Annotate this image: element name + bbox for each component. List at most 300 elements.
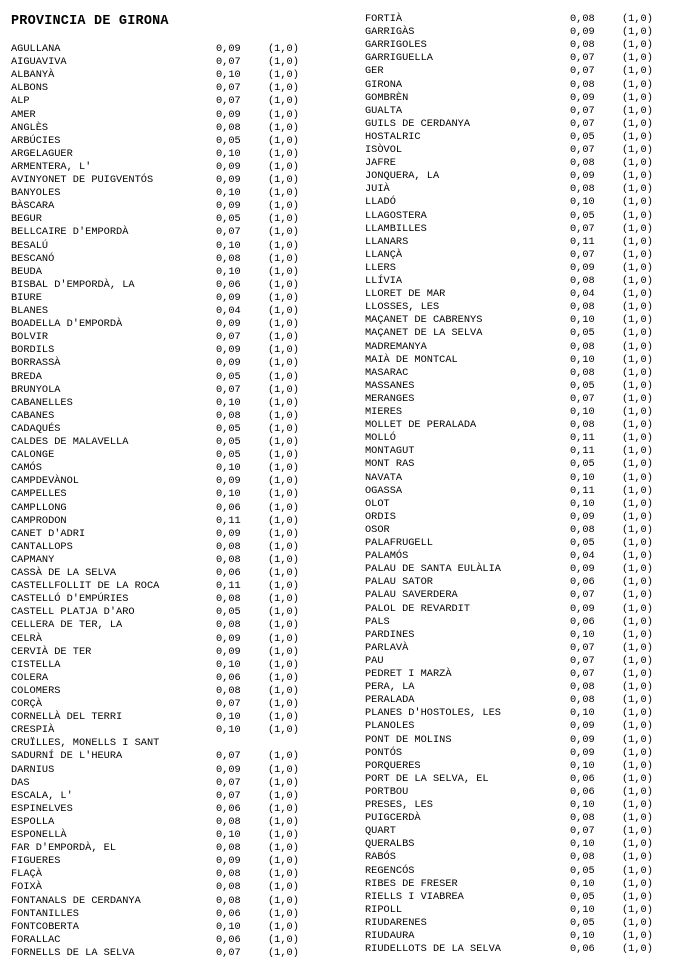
municipality-coefficient: (1,0) (268, 409, 299, 422)
municipality-value: 0,09 (216, 174, 241, 186)
municipality-value: 0,07 (216, 946, 241, 959)
municipality-value: 0,09 (216, 645, 241, 658)
municipality-coefficient: (1,0) (268, 396, 299, 409)
municipality-name: FORNELLS DE LA SELVA (11, 946, 135, 959)
municipality-value: 0,06 (216, 802, 241, 815)
municipality-name: ISÒVOL (365, 144, 403, 156)
municipality-coefficient: (1,0) (622, 379, 653, 392)
municipality-value: 0,08 (216, 409, 241, 422)
municipality-value: 0,08 (216, 881, 241, 894)
municipality-name: CAMPLLONG (11, 501, 67, 514)
municipality-coefficient: (1,0) (622, 550, 653, 563)
municipality-name: BLANES (11, 305, 49, 317)
municipality-name: CRUÏLLES, MONELLS I SANT (11, 737, 160, 750)
municipality-coefficient: (1,0) (622, 117, 653, 130)
municipality-value: 0,09 (216, 318, 241, 331)
municipality-coefficient: (1,0) (268, 357, 299, 370)
municipality-value: 0,07 (570, 65, 595, 78)
municipality-coefficient: (1,0) (268, 606, 299, 619)
municipality-coefficient: (1,0) (622, 327, 653, 340)
municipality-name: OLOT (365, 497, 390, 510)
municipality-coefficient: (1,0) (268, 580, 299, 593)
municipality-name: ESCALA, L' (11, 789, 73, 802)
municipality-coefficient: (1,0) (622, 746, 653, 759)
municipality-coefficient: (1,0) (622, 288, 653, 301)
municipality-value: 0,09 (216, 632, 241, 645)
municipality-coefficient: (1,0) (268, 567, 299, 579)
municipality-name: CABANELLES (11, 396, 73, 409)
municipality-name: FONTANALS DE CERDANYA (11, 894, 141, 907)
municipality-name: BÀSCARA (11, 200, 55, 213)
municipality-name: CERVIÀ DE TER (11, 645, 92, 658)
municipality-coefficient: (1,0) (268, 370, 299, 383)
municipality-value: 0,07 (570, 654, 595, 667)
municipality-name: CASTELL PLATJA D'ARO (11, 606, 135, 619)
municipality-coefficient: (1,0) (268, 187, 299, 200)
municipality-value: 0,10 (570, 877, 595, 890)
municipality-coefficient: (1,0) (268, 422, 299, 435)
municipality-value: 0,10 (216, 187, 241, 200)
municipality-coefficient: (1,0) (268, 56, 299, 69)
municipality-coefficient: (1,0) (268, 881, 299, 894)
municipality-name: BISBAL D'EMPORDÀ, LA (11, 278, 135, 291)
municipality-name: GARRIGOLES (365, 39, 427, 52)
municipality-value: 0,10 (216, 488, 241, 501)
municipality-value: 0,10 (216, 396, 241, 409)
municipality-coefficient: (1,0) (622, 209, 653, 222)
municipality-coefficient: (1,0) (622, 510, 653, 523)
municipality-coefficient: (1,0) (268, 305, 299, 317)
municipality-name: GUILS DE CERDANYA (365, 117, 471, 130)
municipality-value: 0,08 (570, 366, 595, 379)
municipality-name: DARNIUS (11, 763, 55, 776)
municipality-value: 0,10 (216, 658, 241, 671)
municipality-name: ALBONS (11, 82, 49, 95)
municipality-name: BREDA (11, 370, 42, 383)
municipality-coefficient: (1,0) (622, 458, 653, 471)
municipality-name: BESALÚ (11, 239, 49, 252)
municipality-name: PALAU SATOR (365, 576, 433, 589)
municipality-value: 0,09 (570, 563, 595, 576)
municipality-value: 0,08 (570, 183, 595, 196)
municipality-name: GARRIGÀS (365, 26, 415, 39)
municipality-value: 0,06 (216, 278, 241, 291)
municipality-name: NAVATA (365, 471, 403, 484)
municipality-value: 0,10 (570, 353, 595, 366)
municipality-value: 0,10 (570, 799, 595, 811)
municipality-name: BIURE (11, 291, 42, 304)
municipality-value: 0,08 (570, 39, 595, 52)
municipality-name: COLERA (11, 671, 49, 684)
municipality-name: PARDINES (365, 628, 415, 641)
municipality-coefficient: (1,0) (268, 855, 299, 868)
municipality-coefficient: (1,0) (268, 147, 299, 160)
municipality-name: PRESES, LES (365, 799, 433, 811)
municipality-coefficient: (1,0) (622, 104, 653, 117)
municipality-name: ARBÚCIES (11, 134, 61, 147)
municipality-name: CABANES (11, 409, 55, 422)
municipality-name: PORTBOU (365, 785, 409, 798)
municipality-value: 0,07 (216, 698, 241, 710)
municipality-coefficient: (1,0) (268, 920, 299, 933)
municipality-coefficient: (1,0) (268, 763, 299, 776)
municipality-value: 0,07 (570, 641, 595, 654)
municipality-coefficient: (1,0) (622, 759, 653, 772)
municipality-value: 0,08 (216, 252, 241, 265)
municipality-coefficient: (1,0) (268, 226, 299, 239)
municipality-value: 0,07 (570, 668, 595, 680)
municipality-name: PERALADA (365, 694, 415, 707)
municipality-coefficient: (1,0) (268, 933, 299, 946)
municipality-coefficient: (1,0) (268, 108, 299, 121)
municipality-value: 0,07 (216, 331, 241, 344)
municipality-name: MOLLÓ (365, 432, 396, 445)
municipality-value: 0,09 (570, 91, 595, 104)
municipality-name: CASTELLFOLLIT DE LA ROCA (11, 580, 160, 593)
municipality-coefficient: (1,0) (268, 698, 299, 710)
municipality-name: LLORET DE MAR (365, 288, 446, 301)
municipality-name: ALP (11, 95, 30, 108)
municipality-value: 0,05 (570, 458, 595, 471)
municipality-coefficient: (1,0) (622, 864, 653, 877)
municipality-value: 0,08 (570, 13, 595, 25)
municipality-coefficient: (1,0) (268, 671, 299, 684)
municipality-value: 0,10 (570, 707, 595, 720)
municipality-coefficient: (1,0) (622, 432, 653, 445)
municipality-coefficient: (1,0) (622, 903, 653, 916)
municipality-name: RIPOLL (365, 903, 403, 916)
municipality-value: 0,07 (216, 776, 241, 789)
municipality-name: MONTAGUT (365, 445, 415, 458)
municipality-coefficient: (1,0) (268, 278, 299, 291)
municipality-value: 0,08 (216, 593, 241, 606)
municipality-coefficient: (1,0) (268, 645, 299, 658)
municipality-value: 0,08 (216, 121, 241, 134)
municipality-coefficient: (1,0) (622, 772, 653, 785)
municipality-value: 0,10 (216, 829, 241, 841)
municipality-value: 0,09 (570, 746, 595, 759)
municipality-value: 0,10 (216, 69, 241, 82)
municipality-value: 0,10 (570, 314, 595, 327)
municipality-coefficient: (1,0) (268, 842, 299, 855)
municipality-name: RIELLS I VIABREA (365, 890, 464, 903)
municipality-value: 0,08 (216, 842, 241, 855)
municipality-name: LLAMBILLES (365, 222, 427, 235)
municipality-value: 0,06 (570, 615, 595, 628)
municipality-name: ESPINELVES (11, 802, 73, 815)
municipality-value: 0,05 (570, 537, 595, 549)
municipality-value: 0,06 (216, 933, 241, 946)
municipality-value: 0,05 (216, 422, 241, 435)
municipality-coefficient: (1,0) (268, 449, 299, 462)
municipality-coefficient: (1,0) (268, 134, 299, 147)
municipality-coefficient: (1,0) (622, 392, 653, 405)
municipality-value: 0,10 (570, 471, 595, 484)
municipality-name: ORDIS (365, 510, 396, 523)
municipality-coefficient: (1,0) (622, 78, 653, 91)
municipality-coefficient: (1,0) (622, 353, 653, 366)
municipality-name: BESCANÓ (11, 252, 55, 265)
municipality-coefficient: (1,0) (622, 301, 653, 314)
municipality-coefficient: (1,0) (622, 235, 653, 248)
municipality-value: 0,06 (570, 943, 595, 956)
municipality-value: 0,10 (570, 406, 595, 418)
municipality-name: FORALLAC (11, 933, 61, 946)
municipality-name: CISTELLA (11, 658, 61, 671)
municipality-name: PARLAVÀ (365, 641, 409, 654)
municipality-name: BRUNYOLA (11, 383, 61, 396)
municipality-coefficient: (1,0) (268, 658, 299, 671)
municipality-value: 0,05 (216, 134, 241, 147)
municipality-name: CAMPELLES (11, 488, 67, 501)
municipality-name: HOSTALRIC (365, 130, 421, 143)
municipality-coefficient: (1,0) (622, 445, 653, 458)
municipality-name: JONQUERA, LA (365, 170, 440, 183)
municipality-value: 0,10 (216, 462, 241, 475)
municipality-name: FONTANILLES (11, 907, 79, 920)
municipality-value: 0,10 (570, 196, 595, 209)
municipality-coefficient: (1,0) (622, 26, 653, 39)
municipality-name: GOMBRÈN (365, 91, 409, 104)
municipality-value: 0,06 (216, 671, 241, 684)
municipality-coefficient: (1,0) (268, 160, 299, 173)
municipality-name: AIGUAVIVA (11, 56, 67, 69)
municipality-name: MOLLET DE PERALADA (365, 419, 477, 432)
municipality-name: JUIÀ (365, 183, 390, 196)
municipality-name: FORTIÀ (365, 13, 403, 25)
municipality-name: COLOMERS (11, 684, 61, 697)
municipality-coefficient: (1,0) (622, 157, 653, 170)
municipality-value: 0,05 (570, 916, 595, 929)
municipality-name: PEDRET I MARZÀ (365, 668, 452, 680)
municipality-coefficient: (1,0) (268, 488, 299, 501)
municipality-coefficient: (1,0) (268, 868, 299, 881)
municipality-coefficient: (1,0) (622, 65, 653, 78)
municipality-value: 0,05 (570, 864, 595, 877)
municipality-coefficient: (1,0) (622, 222, 653, 235)
municipality-name: FAR D'EMPORDÀ, EL (11, 842, 117, 855)
municipality-name: RIUDARENES (365, 916, 427, 929)
municipality-name: JAFRE (365, 157, 396, 170)
municipality-coefficient: (1,0) (622, 641, 653, 654)
municipality-coefficient: (1,0) (622, 890, 653, 903)
municipality-value: 0,09 (216, 527, 241, 540)
municipality-coefficient: (1,0) (622, 799, 653, 811)
municipality-value: 0,10 (570, 838, 595, 851)
municipality-name: PONTÓS (365, 746, 403, 759)
municipality-name: AVINYONET DE PUIGVENTÓS (11, 174, 154, 186)
municipality-value: 0,05 (570, 209, 595, 222)
municipality-value: 0,08 (216, 894, 241, 907)
municipality-coefficient: (1,0) (268, 632, 299, 645)
municipality-value: 0,06 (216, 501, 241, 514)
municipality-coefficient: (1,0) (622, 589, 653, 602)
municipality-coefficient: (1,0) (622, 877, 653, 890)
municipality-coefficient: (1,0) (268, 121, 299, 134)
municipality-value: 0,07 (570, 222, 595, 235)
municipality-coefficient: (1,0) (622, 471, 653, 484)
municipality-coefficient: (1,0) (622, 916, 653, 929)
municipality-coefficient: (1,0) (622, 144, 653, 156)
municipality-coefficient: (1,0) (622, 366, 653, 379)
municipality-name: LLAGOSTERA (365, 209, 427, 222)
municipality-name: MAIÀ DE MONTCAL (365, 353, 458, 366)
municipality-coefficient: (1,0) (268, 907, 299, 920)
municipality-coefficient: (1,0) (268, 95, 299, 108)
municipality-value: 0,07 (570, 248, 595, 261)
municipality-value: 0,09 (570, 510, 595, 523)
municipality-coefficient: (1,0) (622, 733, 653, 746)
municipality-coefficient: (1,0) (622, 537, 653, 549)
municipality-name: FLAÇÀ (11, 868, 42, 881)
municipality-value: 0,09 (216, 344, 241, 357)
municipality-value: 0,10 (570, 628, 595, 641)
municipality-name: BOLVIR (11, 331, 49, 344)
municipality-name: LLANÇÀ (365, 248, 403, 261)
municipality-coefficient: (1,0) (622, 91, 653, 104)
municipality-value: 0,08 (570, 851, 595, 864)
municipality-coefficient: (1,0) (268, 318, 299, 331)
municipality-coefficient: (1,0) (622, 602, 653, 615)
municipality-name: CRESPIÀ (11, 724, 55, 737)
municipality-name: LLÍVIA (365, 275, 403, 287)
municipality-value: 0,08 (216, 815, 241, 828)
municipality-name: ANGLÈS (11, 121, 49, 134)
municipality-name: ESPONELLÀ (11, 829, 67, 841)
municipality-value: 0,10 (570, 759, 595, 772)
municipality-name: FIGUERES (11, 855, 61, 868)
municipality-name: PUIGCERDÀ (365, 812, 421, 825)
municipality-name: AMER (11, 108, 36, 121)
municipality-value: 0,10 (216, 265, 241, 278)
municipality-coefficient: (1,0) (268, 475, 299, 488)
municipality-value: 0,08 (570, 419, 595, 432)
municipality-name: DAS (11, 776, 30, 789)
municipality-coefficient: (1,0) (622, 248, 653, 261)
municipality-coefficient: (1,0) (268, 344, 299, 357)
municipality-coefficient: (1,0) (622, 785, 653, 798)
municipality-name: QUERALBS (365, 838, 415, 851)
municipality-value: 0,10 (216, 711, 241, 724)
municipality-value: 0,05 (216, 436, 241, 448)
municipality-value: 0,10 (570, 903, 595, 916)
municipality-name: GARRIGUELLA (365, 52, 433, 65)
municipality-name: QUART (365, 825, 396, 838)
municipality-value: 0,05 (216, 370, 241, 383)
municipality-name: CAMPDEVÀNOL (11, 475, 79, 488)
municipality-coefficient: (1,0) (622, 497, 653, 510)
municipality-coefficient: (1,0) (268, 684, 299, 697)
municipality-coefficient: (1,0) (268, 239, 299, 252)
municipality-coefficient: (1,0) (622, 838, 653, 851)
municipality-name: ARMENTERA, L' (11, 160, 92, 173)
municipality-value: 0,08 (570, 157, 595, 170)
municipality-coefficient: (1,0) (622, 812, 653, 825)
municipality-name: PALS (365, 615, 390, 628)
municipality-coefficient: (1,0) (622, 13, 653, 25)
municipality-coefficient: (1,0) (622, 694, 653, 707)
municipality-value: 0,10 (570, 930, 595, 942)
municipality-name: MADREMANYA (365, 340, 427, 353)
municipality-value: 0,06 (216, 907, 241, 920)
municipality-value: 0,07 (570, 589, 595, 602)
municipality-value: 0,07 (216, 789, 241, 802)
municipality-value: 0,11 (570, 432, 595, 445)
municipality-value: 0,09 (570, 602, 595, 615)
municipality-coefficient: (1,0) (268, 174, 299, 186)
municipality-name: SADURNÍ DE L'HEURA (11, 750, 123, 763)
municipality-name: PALAU DE SANTA EULÀLIA (365, 563, 501, 576)
municipality-value: 0,11 (570, 235, 595, 248)
municipality-value: 0,10 (216, 239, 241, 252)
municipality-coefficient: (1,0) (622, 196, 653, 209)
municipality-value: 0,07 (570, 52, 595, 65)
municipality-coefficient: (1,0) (622, 261, 653, 274)
municipality-value: 0,11 (216, 514, 241, 527)
municipality-coefficient: (1,0) (268, 553, 299, 566)
municipality-name: GER (365, 65, 384, 78)
municipality-name: GIRONA (365, 78, 403, 91)
municipality-name: BORRASSÀ (11, 357, 61, 370)
municipality-value: 0,08 (570, 812, 595, 825)
municipality-value: 0,07 (216, 383, 241, 396)
municipality-coefficient: (1,0) (268, 436, 299, 448)
municipality-coefficient: (1,0) (622, 943, 653, 956)
municipality-coefficient: (1,0) (622, 825, 653, 838)
municipality-coefficient: (1,0) (622, 576, 653, 589)
municipality-value: 0,08 (570, 523, 595, 536)
municipality-value: 0,10 (216, 724, 241, 737)
municipality-name: ARGELAGUER (11, 147, 73, 160)
municipality-name: BEUDA (11, 265, 42, 278)
municipality-name: MIERES (365, 406, 403, 418)
municipality-name: LLADÓ (365, 196, 396, 209)
municipality-value: 0,09 (216, 43, 241, 55)
municipality-value: 0,09 (216, 357, 241, 370)
municipality-coefficient: (1,0) (268, 200, 299, 213)
municipality-value: 0,05 (216, 606, 241, 619)
municipality-coefficient: (1,0) (268, 501, 299, 514)
municipality-name: ALBANYÀ (11, 69, 55, 82)
municipality-name: CORÇÀ (11, 698, 42, 710)
municipality-name: CAMPRODON (11, 514, 67, 527)
municipality-name: REGENCÓS (365, 864, 415, 877)
municipality-value: 0,07 (216, 226, 241, 239)
municipality-name: LLERS (365, 261, 396, 274)
municipality-value: 0,07 (570, 144, 595, 156)
municipality-name: CELLERA DE TER, LA (11, 619, 123, 632)
municipality-coefficient: (1,0) (268, 802, 299, 815)
municipality-coefficient: (1,0) (268, 252, 299, 265)
municipality-coefficient: (1,0) (268, 69, 299, 82)
municipality-name: CASTELLÓ D'EMPÚRIES (11, 593, 129, 606)
municipality-coefficient: (1,0) (622, 406, 653, 418)
municipality-coefficient: (1,0) (268, 593, 299, 606)
municipality-value: 0,08 (216, 619, 241, 632)
municipality-name: CELRÀ (11, 632, 42, 645)
municipality-name: LLOSSES, LES (365, 301, 440, 314)
municipality-value: 0,07 (216, 56, 241, 69)
municipality-name: PERA, LA (365, 681, 415, 694)
municipality-value: 0,10 (216, 920, 241, 933)
municipality-name: RABÓS (365, 851, 396, 864)
municipality-coefficient: (1,0) (622, 523, 653, 536)
municipality-coefficient: (1,0) (622, 615, 653, 628)
municipality-value: 0,07 (570, 117, 595, 130)
municipality-name: MAÇANET DE LA SELVA (365, 327, 483, 340)
municipality-name: AGULLANA (11, 43, 61, 55)
municipality-value: 0,08 (216, 684, 241, 697)
